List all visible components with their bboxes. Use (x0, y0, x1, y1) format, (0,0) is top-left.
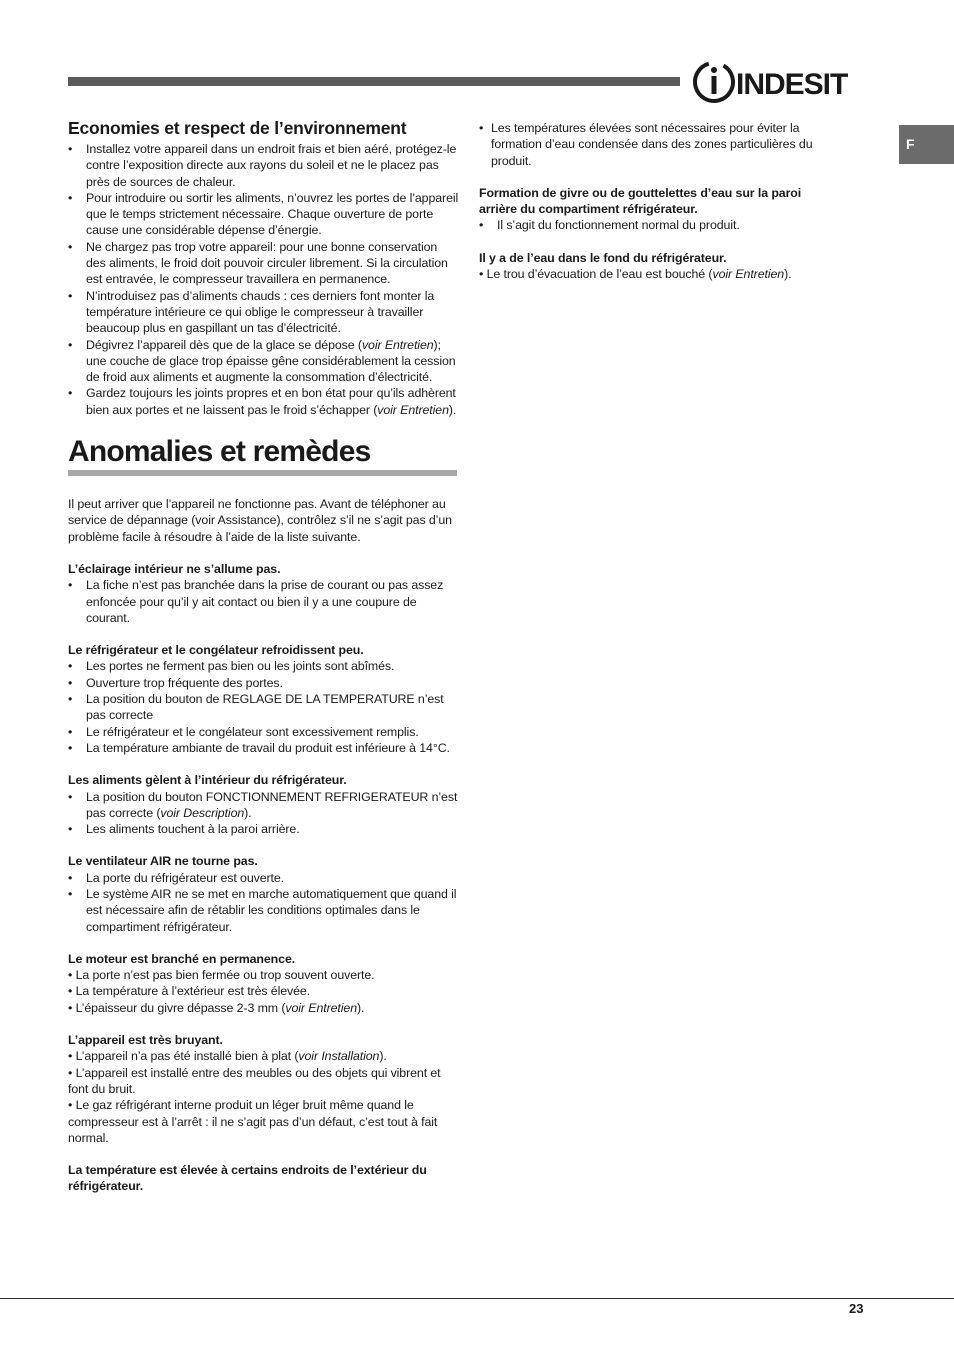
section-title: Le réfrigérateur et le congélateur refroidissent peu. (68, 643, 364, 658)
cross-reference-link: voir Entretien (712, 267, 785, 282)
list-item: • L’appareil n’a pas été installé bien à plat (voir Installation). (68, 1049, 387, 1064)
list-item: • Ne chargez pas trop votre appareil: pour une bonne conservation des aliments, le froid doit pouvoir circuler librement. Si la circulation est entravée, le compresseur travaillera en permanence. (68, 239, 460, 288)
cross-reference-link: voir Description (160, 805, 245, 820)
section-eau (479, 250, 839, 283)
section-eclairage (68, 561, 460, 626)
footer-rule (0, 1298, 954, 1299)
section-title: Le moteur est branché en permanence. (68, 951, 296, 966)
page-number: 23 (849, 1301, 864, 1316)
section-ventilateur (68, 853, 460, 934)
indesit-logo-icon (692, 58, 872, 108)
list-item: • Pour introduire ou sortir les aliments, n’ouvrez les portes de l’appareil que le temps strictement nécessaire. Chaque ouverture de porte cause une considérable dépense d’énergie. (68, 190, 460, 239)
list-item: • La fiche n’est pas branchée dans la prise de courant ou pas assez enfoncée pour qu’il y ait contact ou bien il y a une coupure de courant. (68, 577, 460, 626)
left-column (68, 118, 460, 1195)
list-item: • Le système AIR ne se met en marche automatiquement que quand il est nécessaire afin de rétablir les conditions optimales dans le compartiment réfrigérateur. (68, 886, 460, 935)
section-title: L’éclairage intérieur ne s’allume pas. (68, 561, 281, 576)
list-item: • Les portes ne ferment pas bien ou les joints sont abîmés. (68, 658, 460, 674)
list-item: • Gardez toujours les joints propres et en bon état pour qu’ils adhèrent bien aux portes et ne laissent pas le froid s’échapper (voir Entretien). (68, 385, 460, 418)
header-rule (68, 77, 680, 86)
cross-reference-link: voir Entretien (377, 402, 449, 417)
section-title: Formation de givre ou de gouttelettes d’eau sur la paroi arrière du compartiment réfrigérateur. (479, 185, 802, 217)
list-item: • La porte du réfrigérateur est ouverte. (68, 870, 460, 886)
section-title: Les aliments gèlent à l’intérieur du réfrigérateur. (68, 773, 347, 788)
list-item: • Les aliments touchent à la paroi arrière. (68, 821, 460, 837)
right-column (479, 120, 839, 282)
temperature-elevee-text (479, 120, 839, 169)
list-item: • N’introduisez pas d’aliments chauds : ces derniers font monter la température intérieure ce qui oblige le compresseur à travailler beaucoup plus en gaspillant un tas d’électricité. (68, 288, 460, 337)
section-title: Le ventilateur AIR ne tourne pas. (68, 854, 258, 869)
list-item: • L’appareil est installé entre des meubles ou des objets qui vibrent et font du bruit. (68, 1065, 441, 1096)
list-item: • L’épaisseur du givre dépasse 2-3 mm (voir Entretien). (68, 1000, 365, 1015)
section-title: L’appareil est très bruyant. (68, 1033, 223, 1048)
economies-list (68, 141, 460, 418)
section-temperature-elevee (68, 1162, 460, 1195)
list-item: • La position du bouton FONCTIONNEMENT REFRIGERATEUR n’est pas correcte (voir Description). (68, 789, 460, 822)
title-rule (68, 470, 457, 476)
list-item: • Les températures élevées sont nécessaires pour éviter la formation d’eau condensée dans des zones particulières du produit. (479, 120, 839, 169)
list-item: • Le trou d’évacuation de l’eau est bouché (voir Entretien). (479, 267, 792, 282)
language-tab: F (899, 125, 954, 164)
section-title: Il y a de l’eau dans le fond du réfrigérateur. (479, 250, 727, 265)
list-item: • Dégivrez l’appareil dès que de la glace se dépose (voir Entretien); une couche de glace trop épaisse gêne considérablement la cession de froid aux aliments et augmente la consommation d’électricité. (68, 337, 460, 386)
section-title: La température est élevée à certains endroits de l’extérieur du réfrigérateur. (68, 1163, 427, 1194)
section-givre (479, 185, 839, 234)
list-item: • Le réfrigérateur et le congélateur sont excessivement remplis. (68, 724, 460, 740)
cross-reference-link: voir Entretien (285, 1000, 357, 1015)
list-item: • Il s’agit du fonctionnement normal du produit. (479, 217, 839, 233)
svg-text:INDESIT: INDESIT (736, 68, 848, 101)
anomalies-intro: Il peut arriver que l’appareil ne fonctionne pas. Avant de téléphoner au service de dépannage (voir Assistance), contrôlez s’il ne s’agit pas d’un problème facile à résoudre à l’aide de la liste suivante. (68, 497, 452, 544)
section-gelent (68, 772, 460, 837)
list-item: • La porte n’est pas bien fermée ou trop souvent ouverte. (68, 968, 375, 983)
list-item: • La température ambiante de travail du produit est inférieure à 14°C. (68, 740, 460, 756)
cross-reference-link: voir Installation (298, 1049, 380, 1064)
list-item: • La température à l’extérieur est très élevée. (68, 984, 311, 999)
list-item: • La position du bouton de REGLAGE DE LA TEMPERATURE n’est pas correcte (68, 691, 460, 724)
section-refroidissent (68, 642, 460, 756)
indesit-logo (692, 58, 872, 108)
list-item: • Installez votre appareil dans un endroit frais et bien aéré, protégez-le contre l’exposition directe aux rayons du soleil et ne le placez pas près de sources de chaleur. (68, 141, 460, 190)
section-moteur (68, 951, 460, 1016)
list-item: • Ouverture trop fréquente des portes. (68, 675, 460, 691)
anomalies-title: Anomalies et remèdes (68, 435, 371, 469)
cross-reference-link: voir Entretien (361, 337, 434, 352)
section-bruyant (68, 1032, 460, 1146)
list-item: • Le gaz réfrigérant interne produit un léger bruit même quand le compresseur est à l’arrêt : il ne s’agit pas d’un défaut, c’est tout à fait normal. (68, 1098, 438, 1145)
economies-title: Economies et respect de l’environnement (68, 118, 407, 138)
